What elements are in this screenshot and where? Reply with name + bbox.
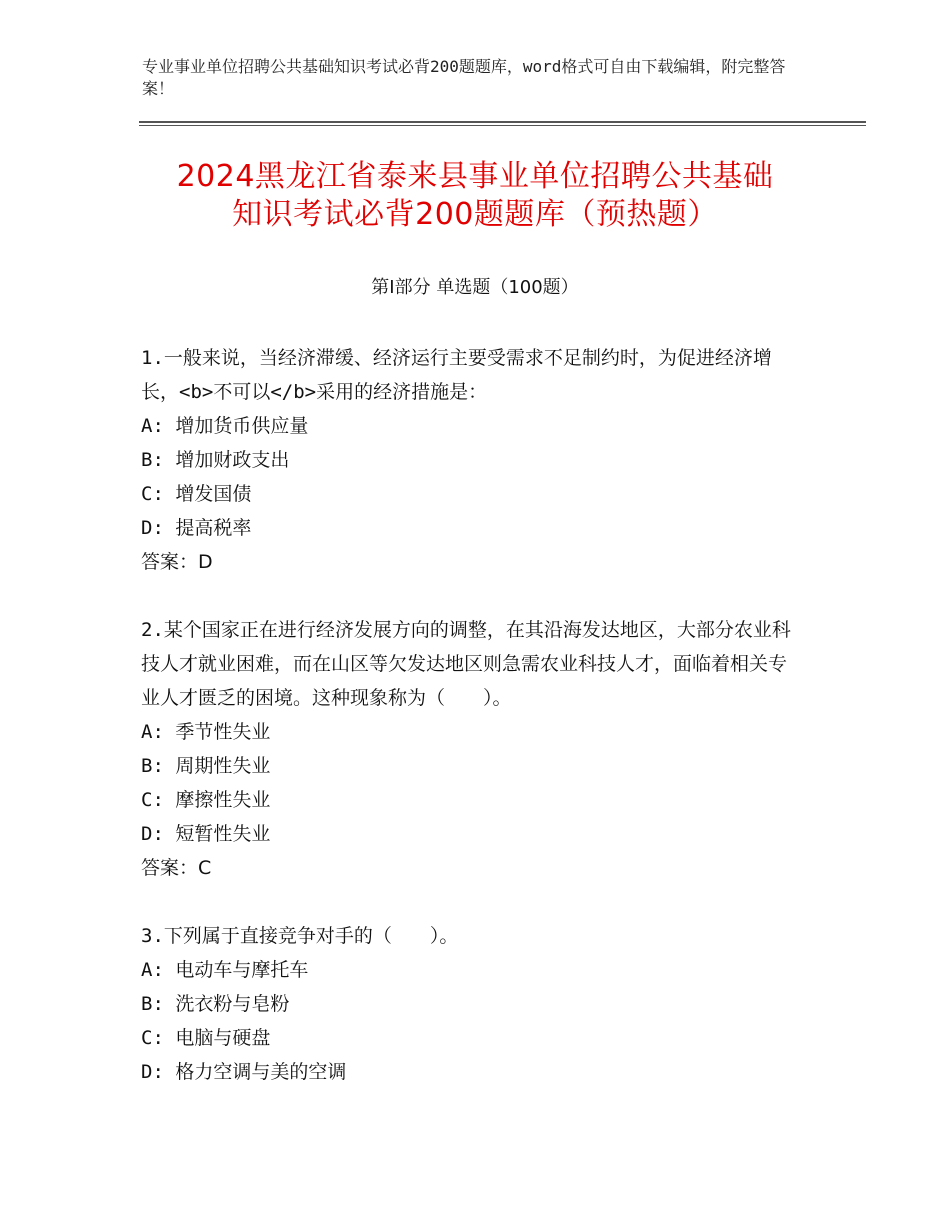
option-b: B: 增加财政支出 (141, 449, 290, 471)
option-a: A: 电动车与摩托车 (141, 959, 309, 981)
title-line-2: 知识考试必背200题题库（预热题） (232, 197, 718, 232)
option-c: C: 增发国债 (141, 483, 252, 505)
question-stem: 1.一般来说，当经济滞缓、经济运行主要受需求不足制约时，为促进经济增长，<b>不可以</b>采用的经济措施是： (141, 347, 772, 403)
header-divider-thin (139, 125, 866, 126)
question-2 (141, 613, 801, 885)
title-line-1: 2024黑龙江省泰来县事业单位招聘公共基础 (176, 159, 774, 194)
question-3 (141, 919, 801, 1089)
option-c: C: 摩擦性失业 (141, 789, 271, 811)
option-c: C: 电脑与硬盘 (141, 1027, 271, 1049)
option-d: D: 格力空调与美的空调 (141, 1061, 347, 1083)
option-a: A: 增加货币供应量 (141, 415, 309, 437)
option-d: D: 提高税率 (141, 517, 252, 539)
answer-line: 答案：C (141, 857, 212, 879)
question-stem: 3.下列属于直接竞争对手的（ ）。 (141, 925, 459, 947)
header-note: 专业事业单位招聘公共基础知识考试必背200题题库，word格式可自由下载编辑，附完整答案！ (142, 57, 786, 98)
answer-line: 答案：D (141, 551, 213, 573)
option-d: D: 短暂性失业 (141, 823, 271, 845)
section-heading: 第Ⅰ部分 单选题（100题） (371, 277, 579, 298)
document-title (100, 158, 850, 234)
option-b: B: 周期性失业 (141, 755, 271, 777)
header-divider-thick (139, 121, 866, 123)
question-stem: 2.某个国家正在进行经济发展方向的调整，在其沿海发达地区，大部分农业科技人才就业困难，而在山区等欠发达地区则急需农业科技人才，面临着相关专业人才匮乏的困境。这种现象称为（ ）。 (141, 619, 791, 709)
option-a: A: 季节性失业 (141, 721, 271, 743)
question-1 (141, 341, 801, 579)
option-b: B: 洗衣粉与皂粉 (141, 993, 290, 1015)
question-list (141, 341, 801, 1123)
